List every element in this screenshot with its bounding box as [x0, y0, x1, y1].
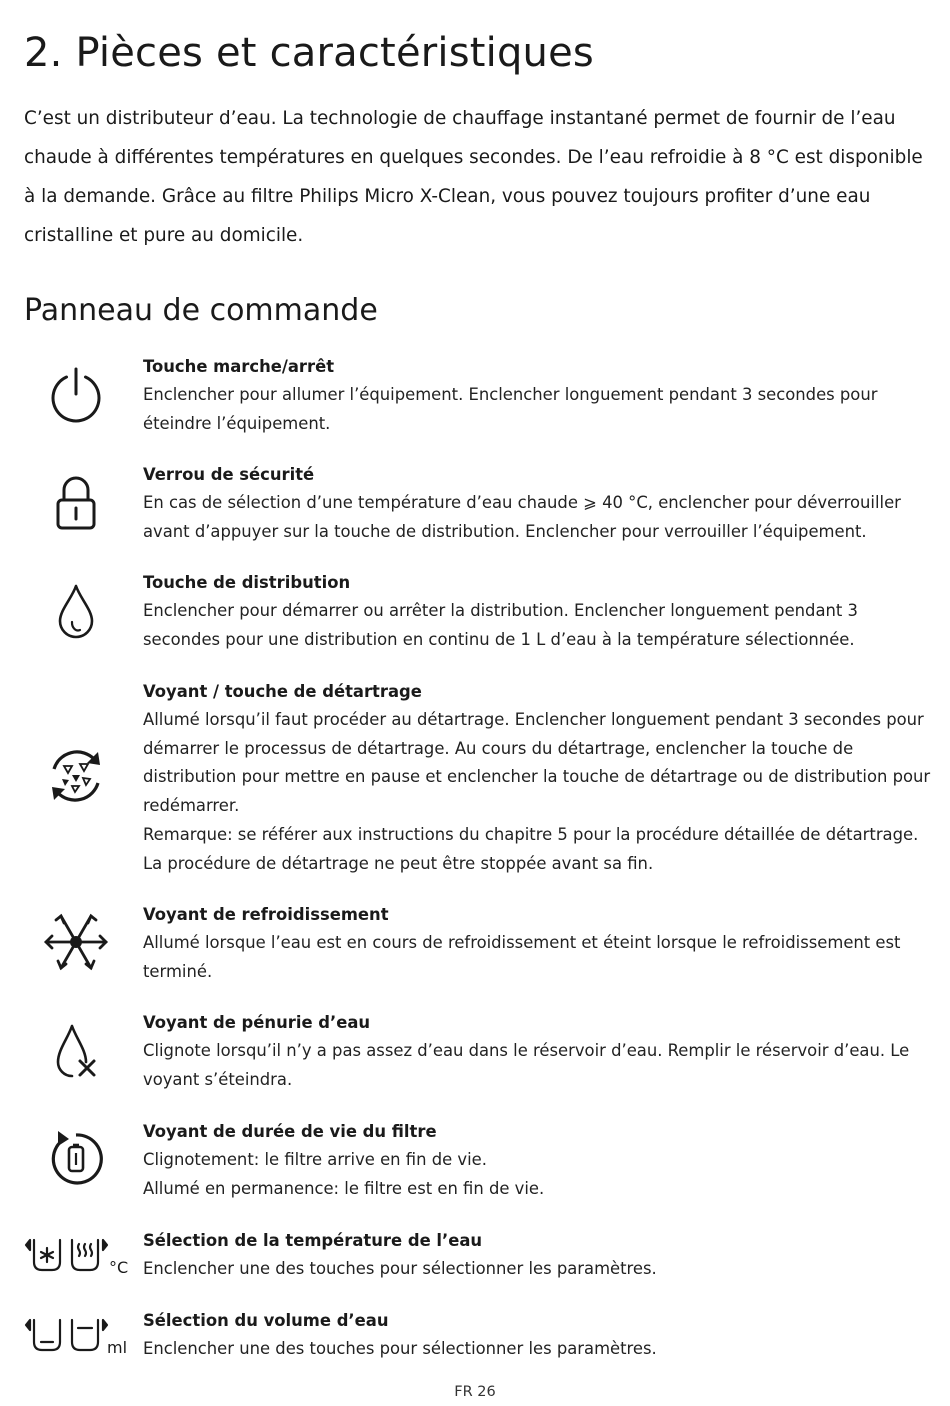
item-name: Voyant de refroidissement — [143, 905, 389, 924]
ml-label: ml — [107, 1338, 128, 1357]
item-note: Remarque: se référer aux instructions du chapitre 5 pour la procédure détaillée de détartrage. La procédure de détartrage ne peut être stoppée avant sa fin. — [143, 824, 919, 873]
filter-life-icon — [28, 1131, 128, 1201]
item-description: Enclencher pour démarrer ou arrêter la distribution. Enclencher longuement pendant 3 secondes pour une distribution en continu de 1 L d’eau à la température sélectionnée. — [143, 601, 858, 649]
intro-paragraph: C’est un distributeur d’eau. La technologie de chauffage instantané permet de fournir de l’eau chaude à différentes températures en quelques secondes. De l’eau refroidie à 8 °C est disponible à la demande. Grâce au filtre Philips Micro X-Clean, vous pouvez toujours profiter d’une eau cristalline et pure au domicile. — [24, 108, 923, 246]
item-name: Voyant de durée de vie du filtre — [143, 1122, 437, 1141]
section-heading: Panneau de commande — [24, 293, 378, 328]
item-name: Touche de distribution — [143, 573, 351, 592]
snowflake-icon — [28, 912, 128, 982]
item-name: Sélection du volume d’eau — [143, 1311, 389, 1330]
item-name: Touche marche/arrêt — [143, 357, 335, 376]
item-name: Voyant de pénurie d’eau — [143, 1013, 371, 1032]
power-icon — [28, 364, 128, 434]
item-note: Allumé en permanence: le filtre est en fin de vie. — [143, 1178, 545, 1198]
water-shortage-icon — [28, 1024, 128, 1094]
item-description: Clignote lorsqu’il n’y a pas assez d’eau dans le réservoir d’eau. Remplir le réservoir d’eau. Le voyant s’éteindra. — [143, 1041, 910, 1089]
item-name: Verrou de sécurité — [143, 465, 315, 484]
water-drop-icon — [28, 584, 128, 654]
item-description: Enclencher une des touches pour sélectionner les paramètres. — [143, 1259, 657, 1278]
item-description: Enclencher une des touches pour sélectionner les paramètres. — [143, 1339, 657, 1358]
volume-select-icon — [22, 1314, 128, 1384]
item-description: Enclencher pour allumer l’équipement. Enclencher longuement pendant 3 secondes pour éteindre l’équipement. — [143, 385, 878, 433]
celsius-label: °C — [109, 1258, 129, 1277]
lock-icon — [28, 474, 128, 544]
item-description: Clignotement: le filtre arrive en fin de vie. — [143, 1150, 487, 1169]
temperature-select-icon — [22, 1234, 129, 1304]
item-description: En cas de sélection d’une température d’eau chaude ⩾ 40 °C, enclencher pour déverrouiller avant d’appuyer sur la touche de distribution. Enclencher pour verrouiller l’équipement. — [143, 493, 901, 541]
page-number: FR 26 — [454, 1384, 496, 1400]
item-description: Allumé lorsqu’il faut procéder au détartrage. Enclencher longuement pendant 3 secondes pour démarrer le processus de détartrage. Au cours du détartrage, enclencher la touche de distribution pour mettre en pause et enclencher la touche de détartrage ou de distribution pour redémarrer. — [143, 710, 931, 816]
item-name: Voyant / touche de détartrage — [143, 682, 422, 701]
item-name: Sélection de la température de l’eau — [143, 1231, 483, 1250]
item-description: Allumé lorsque l’eau est en cours de refroidissement et éteint lorsque le refroidissement est terminé. — [143, 933, 901, 981]
descaling-icon — [28, 747, 128, 817]
page-title: 2. Pièces et caractéristiques — [24, 30, 594, 76]
